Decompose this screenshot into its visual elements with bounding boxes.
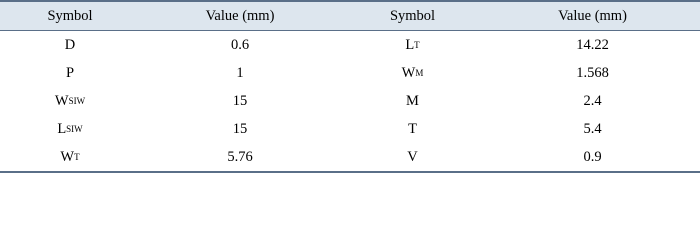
value-cell: 5.4 <box>583 120 602 137</box>
symbol-text: T <box>408 120 417 137</box>
header-value-2: Value (mm) <box>558 7 627 24</box>
value-cell: 1.568 <box>576 64 609 81</box>
symbol-text: L <box>57 120 67 137</box>
value-cell: 15 <box>232 92 248 109</box>
symbol-text: M <box>406 92 419 109</box>
symbol-text: P <box>65 64 75 81</box>
symbol-cell: W T <box>60 148 80 165</box>
symbol-cell: W M <box>401 64 424 81</box>
value-cell: 0.6 <box>230 36 250 53</box>
symbol-text: L <box>405 36 415 53</box>
symbol-text: D <box>64 36 76 53</box>
value-cell: 15 <box>232 120 248 137</box>
header-value-1: Value (mm) <box>205 7 275 24</box>
value-cell: 5.76 <box>227 148 253 165</box>
symbol-cell <box>340 87 485 115</box>
table-row <box>0 87 700 115</box>
table-row <box>0 143 700 171</box>
header-symbol-1: Symbol <box>47 7 93 24</box>
table-row <box>0 59 700 87</box>
header-symbol-2: Symbol <box>389 7 436 24</box>
table-bottom-rule <box>0 171 700 173</box>
symbol-text: W <box>60 148 75 165</box>
symbol-text: W <box>401 64 416 81</box>
symbol-cell: L SIW <box>57 120 83 137</box>
symbol-cell <box>340 143 485 171</box>
table-row <box>0 31 700 59</box>
symbol-cell: W SIW <box>54 92 86 109</box>
symbol-text: W <box>54 92 69 109</box>
table-row <box>0 115 700 143</box>
table-header-row <box>0 0 700 31</box>
value-cell: 14.22 <box>576 36 609 53</box>
symbol-cell <box>340 115 485 143</box>
value-cell: 0.9 <box>583 148 602 165</box>
symbol-cell <box>0 31 140 59</box>
symbol-cell: L T <box>405 36 420 53</box>
value-cell: 2.4 <box>583 92 602 109</box>
symbol-cell <box>0 59 140 87</box>
value-cell: 1 <box>236 64 244 81</box>
symbol-text: V <box>407 148 418 165</box>
